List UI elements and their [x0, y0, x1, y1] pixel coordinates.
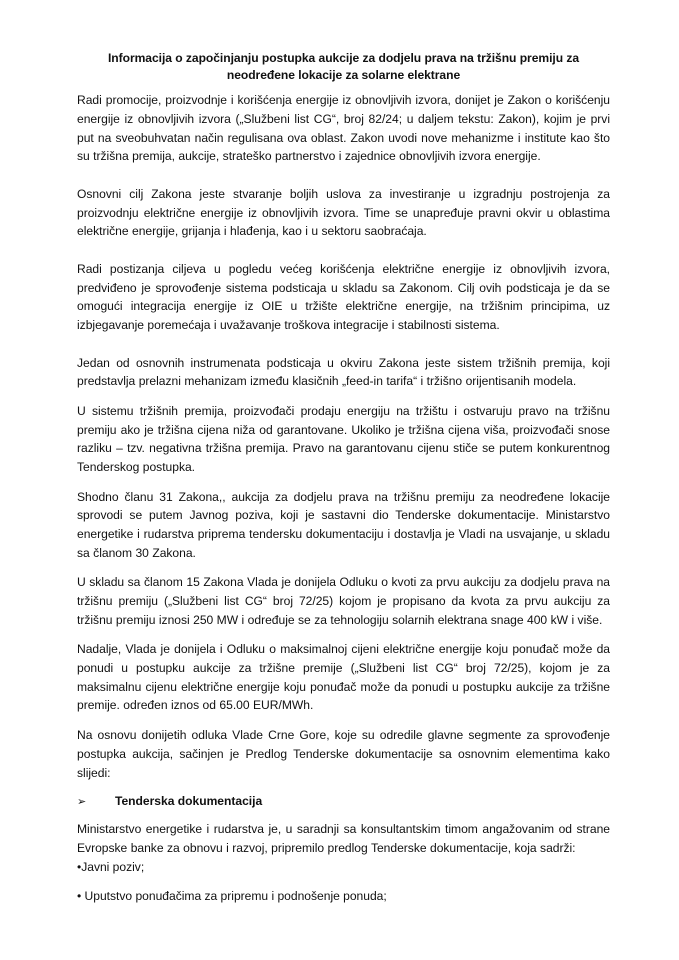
- page-title: Informacija o započinjanju postupka aukcije za dodjelu prava na tržišnu premiju za neodređene lokacije za solarne elektrane: [107, 51, 580, 83]
- paragraph-1: Radi promocije, proizvodnje i korišćenja energije iz obnovljivih izvora, donijet je Zakon o korišćenju energije iz obnovljivih izvora („Službeni list CG“, broj 82/24; u daljem tekstu: Zakon), kojim je prvi put na sveobuhvatan način regulisana ova oblast. Zakon uvodi nove mehanizme i institute kao što su tržišna premija, aukcije, strateško partnerstvo i zajednice obnovljivih izvora energije.: [77, 93, 610, 164]
- sub-heading-tenderska-dokumentacija: [77, 794, 610, 808]
- document-content: [77, 50, 610, 906]
- paragraph-5: U sistemu tržišnih premija, proizvođači prodaju energiju na tržištu i ostvaruju pravo na tržišnu premiju ako je tržišna cijena niža od garantovane. Ukoliko je tržišna cijena viša, proizvođači snose razliku – tzv. negativna tržišna premija. Pravo na garantovanu cijenu stiče se putem konkurentnog Tenderskog postupka.: [77, 404, 610, 475]
- paragraph-8: Nadalje, Vlada je donijela i Odluku o maksimalnoj cijeni električne energije koju ponuđač može da ponudi u postupku aukcije za tržišne premije („Službeni list CG“ broj 72/25), kojom je za maksimalnu cijenu električne energije koju ponuđač može da ponudi u postupku aukcije za tržišne premije. određen iznos od 65.00 EUR/MWh.: [77, 642, 610, 713]
- paragraph-2: Osnovni cilj Zakona jeste stvaranje boljih uslova za investiranje u izgradnju postrojenja za proizvodnju električne energije iz obnovljivih izvora. Time se unapređuje pravni okvir u oblastima električne energije, grijanja i hlađenja, kao i u sektoru saobraćaja.: [77, 187, 610, 239]
- tender-document-list: [77, 858, 610, 906]
- closing-paragraph: Ministarstvo energetike i rudarstva je, u saradnji sa konsultantskim timom angažovanim od strane Evropske banke za obnovu i razvoj, pripremilo predlog Tenderske dokumentacije, koja sadrži:: [77, 822, 610, 855]
- arrow-bullet-icon: ➢: [77, 796, 87, 809]
- sub-heading-label: Tenderska dokumentacija: [115, 794, 263, 809]
- paragraph-3: Radi postizanja ciljeva u pogledu većeg korišćenja električne energije iz obnovljivih izvora, predviđeno je sprovođenje sistema podsticaja u skladu sa Zakonom. Cilj ovih podsticaja je da se omogući integracija energije iz OIE u tržište električne energije, na tržišnim principima, uz izbjegavanje poremećaja i uvažavanje troškova integracije i stabilnosti sistema.: [77, 262, 610, 333]
- list-item: • Uputstvo ponuđačima za pripremu i podnošenje ponuda;: [77, 889, 387, 904]
- paragraph-9: Na osnovu donijetih odluka Vlade Crne Gore, koje su odredile glavne segmente za sprovođenje postupka aukcija, sačinjen je Predlog Tenderske dokumentacije sa osnovnim elementima kako slijedi:: [77, 728, 610, 780]
- paragraph-6: Shodno članu 31 Zakona,, aukcija za dodjelu prava na tržišnu premiju za neodređene lokacije sprovodi se putem Javnog poziva, koji je sastavni dio Tenderske dokumentacije. Ministarstvo energetike i rudarstva priprema tendersku dokumentaciju i dostavlja je Vladi na usvajanje, u skladu sa članom 30 Zakona.: [77, 489, 610, 560]
- paragraph-7: U skladu sa članom 15 Zakona Vlada je donijela Odluku o kvoti za prvu aukciju za dodjelu prava na tržišnu premiju („Službeni list CG“ broj 72/25) kojom je propisano da kvota za prvu aukciju za tržišnu premiju iznosi 250 MW i određuje se za tehnologiju solarnih elektrana snage 400 kW i više.: [77, 575, 610, 627]
- paragraph-4: Jedan od osnovnih instrumenata podsticaja u okviru Zakona jeste sistem tržišnih premija, koji predstavlja prelazni mehanizam između klasičnih „feed-in tarifa“ i tržišno orijentisanih modela.: [77, 355, 610, 389]
- list-item: •Javni poziv;: [77, 859, 145, 874]
